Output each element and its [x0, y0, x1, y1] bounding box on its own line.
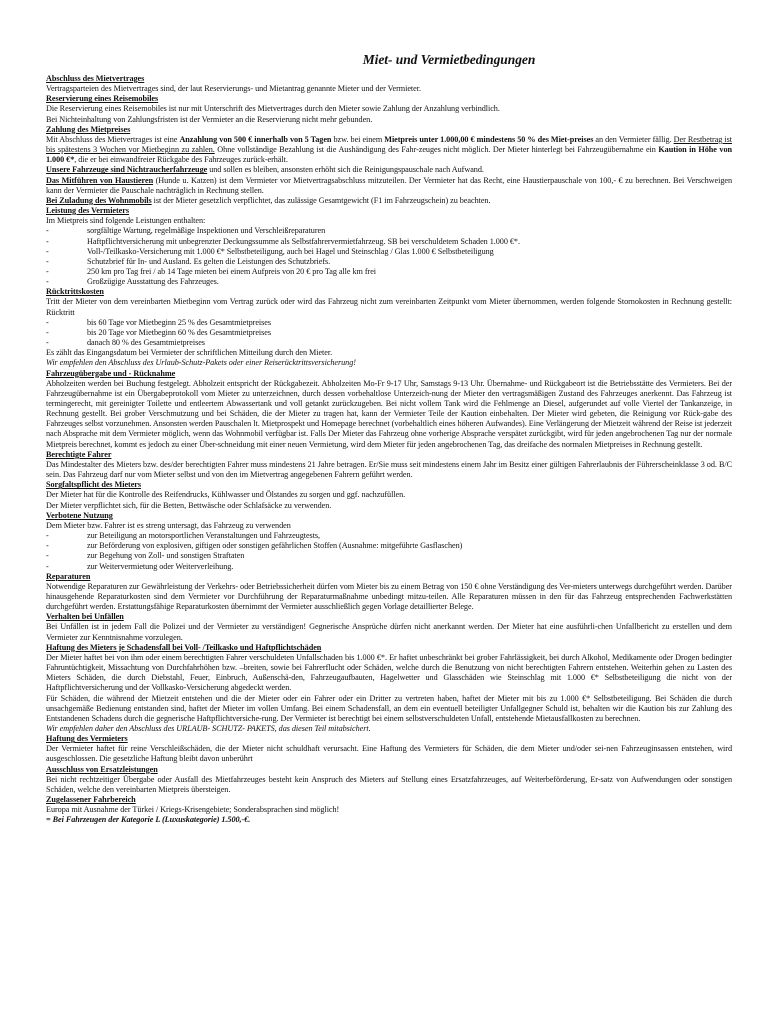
section-text-haftung-vermieter: Der Vermieter haftet für reine Verschleißschäden, die der Mieter nicht schuldhaft verursacht. Eine Haftung des Vermieters für Schäden, die dem Mieter und/oder sei-nen Fahrzeuginsassen entstehen, wird ausgeschlossen. Die gesetzliche Haftung bleibt davon unberührt	[46, 744, 732, 764]
dash-bullet: -	[46, 338, 49, 348]
list-item-text: 250 km pro Tag frei / ab 14 Tage mieten bei einem Aufpreis von 20 € pro Tag alle km frei	[87, 266, 377, 276]
terms-document	[46, 52, 732, 826]
list-item	[46, 226, 732, 236]
list-item	[46, 541, 732, 551]
list-item	[46, 257, 732, 267]
section-heading-fahrbereich: Zugelassener Fahrbereich	[46, 795, 136, 805]
zahlung-kaution: Kaution in Höhe von 1.000 €*	[46, 145, 733, 165]
list-item-text: Voll-/Teilkasko-Versicherung mit 1.000 €* Selbstbeteiligung, auch bei Hagel und Steinschlag / Glas 1.000 € Selbstbeteiligung	[87, 246, 494, 256]
section-text-fahrbereich: Europa mit Ausnahme der Türkei / Kriegs-Krisengebiete; Sonderabsprachen sind möglich!	[46, 805, 340, 815]
section-text-sorgfalt-2: Der Mieter verpflichtet sich, für die Betten, Bettwäsche oder Schlafsäcke zu verwenden.	[46, 500, 332, 510]
section-note-ruecktritt: Wir empfehlen den Abschluss des Urlaub-Schutz-Pakets oder einer Reiserücktrittsversicherung!	[46, 358, 356, 368]
section-zuladung	[46, 196, 732, 206]
list-item-text: bis 20 Tage vor Mietbeginn 60 % des Gesamtmietpreises	[87, 327, 271, 337]
zahlung-text-5: an den Vermieter fällig.	[593, 134, 674, 144]
list-item	[46, 551, 732, 561]
list-item	[46, 237, 732, 247]
dash-bullet: -	[46, 266, 49, 276]
section-heading-fahrer: Berechtigte Fahrer	[46, 449, 112, 459]
section-text-reservierung-2: Bei Nichteinhaltung von Zahlungsfristen ist der Vermieter an die Reservierung nicht mehr gebunden.	[46, 114, 373, 124]
section-heading-ruecktritt: Rücktrittskosten	[46, 287, 104, 297]
section-text-uebergabe: Abholzeiten werden bei Buchung festgelegt. Abholzeit entspricht der Rückgabezeit. Abholzeiten Mo-Fr 9-17 Uhr, Samstags 9-13 Uhr. Übernahme- und Rückgabeort ist die Betriebsstätte des Vermieters. Bei der Fahrzeugübernahme ist ein Übergabeprotokoll vom Mieter zu unterzeichnen, durch dessen vorbehaltlose Unterzeich-nung der Mieter den vertragsmäßigen Zustand des Fahrzeuges anerkennt. Das Fahrzeug ist termingerecht, mit gereinigter Toilette und entleertem Abwassertank und voll getankt zurückzugeben. Bei nicht vollem Tank wird die Fehlmenge an Diesel, aufgerundet auf volle Viertel der Tankanzeige, in Rechnung gestellt. Bei grober Verschmutzung und bei Schäden, die der Mieter zu tragen hat, kann der Vermieter Teile der Kaution einbehalten. Der Mieter wird gebeten, die Reinigung vor Rück-gabe des Fahrzeuges selbst vorzunehmen. Ansonsten werden Pauschalen lt. Mietprospekt und Homepage berechnet (vorbehaltlich eines höheren Aufwandes). Eine Verlängerung der Mietzeit während der Reise ist jederzeit nach Absprache mit dem Vermieter möglich, wenn das Wohnmobil verfügbar ist. Falls Der Mieter das Fahrzeug ohne vorherige Absprache verspätet zurückgibt, wird für jeden angebrochenen Tag nur der normale Mietpreis berechnet, kommt es jedoch zu einer Über-schneidung mit einer neuen Vermietung, wird dem Mieter für jeden angebrochenen Tag, das dreifache des normalen Mietpreises in Rechnung gestellt.	[46, 378, 732, 449]
section-text-zuladung: ist der Mieter gesetzlich verpflichtet, das zulässige Gesamtgewicht (F1 im Fahrzeugschein) zu beachten.	[151, 195, 491, 205]
dash-bullet: -	[46, 551, 49, 561]
section-text-ruecktritt-after: Es zählt das Eingangsdatum bei Vermieter der schriftlichen Mitteilung durch den Mieter.	[46, 348, 333, 358]
section-haustiere	[46, 176, 732, 196]
dash-bullet: -	[46, 561, 49, 571]
zahlung-restbetrag: Der Restbetrag ist bis spätestens 3 Wochen vor Mietbeginn zu zahlen.	[46, 134, 732, 155]
dash-bullet: -	[46, 541, 49, 551]
list-item	[46, 267, 732, 277]
list-item-text: zur Begehung von Zoll- und sonstigen Straftaten	[87, 551, 245, 561]
section-text-leistung-intro: Im Mietpreis sind folgende Leistungen enthalten:	[46, 216, 206, 226]
section-heading-reparaturen: Reparaturen	[46, 571, 91, 581]
section-text-reparaturen: Notwendige Reparaturen zur Gewährleistung der Verkehrs- oder Betriebssicherheit dürfen vom Mieter bis zu einem Betrag von 150 € ohne Verständigung des Ver-mieters unterwegs durchgeführt werden. Darüber hinausgehende Reparaturkosten sind dem Vermieter vor Durchführung der Reparaturmaßnahme unbedingt mitzu-teilen. Alle Reparaturen müssen in den für das Fahrzeug entsprechenden Fachwerkstätten durchgeführt werden. Erstattungsfähige Reparaturkosten übernimmt der Vermieter ausschließlich gegen Vorlage detaillierter Belege.	[46, 581, 732, 612]
list-item	[46, 247, 732, 257]
section-text-ausschluss: Bei nicht rechtzeitiger Übergabe oder Ausfall des Mietfahrzeuges besteht kein Anspruch des Mieters auf Stellung eines Ersatzfahrzeuges, auf Weiterbeförderung, Er-satz von Aufwendungen oder sonstigen Schäden, welche den vereinbarten Mietpreis übersteigen.	[46, 774, 732, 794]
list-item-text: Haftpflichtversicherung mit unbegrenzter Deckungssumme als Selbstfahrervermietfahrzeug. SB bei verschuldetem Schaden 1.000 €*.	[87, 236, 520, 246]
dash-bullet: -	[46, 317, 49, 327]
list-item-text: Schutzbrief für In- und Ausland. Es gelten die Leistungen des Schutzbriefs.	[87, 256, 331, 266]
list-item-text: danach 80 % des Gesamtmietpreises	[87, 338, 205, 348]
section-heading-haustiere: Das Mitführen von Haustieren	[46, 175, 154, 185]
section-text-nichtraucher: und sollen es bleiben, ansonsten erhöht sich die Reinigungspauschale nach Aufwand.	[207, 165, 484, 175]
list-item-text: zur Beteiligung an motorsportlichen Veranstaltungen und Fahrzeugtests,	[87, 531, 321, 541]
dash-bullet: -	[46, 246, 49, 256]
dash-bullet: -	[46, 226, 49, 236]
footnote-luxuskategorie: = Bei Fahrzeugen der Kategorie L (Luxuskategorie) 1.500,-€.	[46, 815, 251, 825]
list-item	[46, 338, 732, 348]
section-text-zahlung	[46, 135, 732, 165]
dash-bullet: -	[46, 277, 49, 287]
list-item	[46, 328, 732, 338]
section-heading-uebergabe: Fahrzeugübergabe und - Rücknahme	[46, 368, 176, 378]
section-heading-unfaelle: Verhalten bei Unfällen	[46, 612, 124, 622]
section-heading-abschluss: Abschluss des Mietvertrages	[46, 74, 145, 83]
zahlung-anzahlung: Anzahlung von 500 € innerhalb von 5 Tagen	[179, 134, 332, 144]
section-text-sorgfalt-1: Der Mieter hat für die Kontrolle des Reifendrucks, Kühlwasser und Ölstandes zu sorgen und ggf. nachzufüllen.	[46, 490, 406, 500]
section-text-haftung-mieter-1: Der Mieter haftet bei von ihm oder einem berechtigten Fahrer verschuldeten Unfallschaden bis 1.000 €*. Er haftet unbeschränkt bei grober Fahrlässigkeit, bei durch Alkohol, Medikamente oder Drogen bedingter Fahruntüchtigkeit, Missachtung von Durchfahrhöhen bzw. –breiten, sowie bei Fahrerflucht oder Schäden, welche durch die Benutzung von nicht berechtigten Fahrern entstehen. Weiterhin gehen zu Lasten des Mieters Schäden, die durch Diebstahl, Feuer, Einbruch, Außenschä-den, Fahrzeugaufbauten, Hagelwetter und Glasschäden wie Steinschlag mit 1.000 €* Selbstbeteiligung die nicht von der Haftpflichtversicherung und der Vollkasko-Versicherung abgedeckt werden.	[46, 652, 732, 693]
list-item-text: sorgfältige Wartung, regelmäßige Inspektionen und Verschleißreparaturen	[87, 226, 326, 236]
section-heading-ausschluss: Ausschluss von Ersatzleistungen	[46, 764, 158, 774]
list-item-text: zur Weitervermietung oder Weiterverleihung.	[87, 561, 234, 571]
section-note-haftung-mieter: Wir empfehlen daher den Abschluss des URLAUB- SCHUTZ- PAKETS, das diesen Teil mitabsichert.	[46, 724, 371, 733]
section-text-unfaelle: Bei Unfällen ist in jedem Fall die Polizei und der Vermieter zu verständigen! Gegnerische Ansprüche dürfen nicht anerkannt werden. Der Mieter hat eine ausführli-chen Unfallbericht zu erstellen und dem Vermieter zur Kenntnisnahme vorzulegen.	[46, 622, 732, 642]
section-text-reservierung-1: Die Reservierung eines Reisemobiles ist nur mit Unterschrift des Mietvertrages durch den Mieter sowie Zahlung der Anzahlung verbindlich.	[46, 104, 500, 114]
list-item-text: bis 60 Tage vor Mietbeginn 25 % des Gesamtmietpreises	[87, 317, 271, 327]
section-text-haustiere: (Hunde u. Katzen) ist dem Vermieter vor Mietvertragsabschluss mitzuteilen. Der Vermieter hat das Recht, eine Haustierpauschale von 100,- € zu berechnen. Bei Verschweigen kann der Vermieter die Pauschale nachträglich in Rechnung stellen.	[46, 175, 732, 195]
document-title: Miet- und Vermietbedingungen	[362, 52, 536, 67]
section-text-fahrer: Das Mindestalter des Mieters bzw. des/der berechtigten Fahrer muss mindestens 21 Jahre betragen. Er/Sie muss seit mindestens einem Jahr im Besitz einer gültigen Fahrerlaubnis der Führerscheinklasse 3 od. B/C sein. Das Fahrzeug darf nur vom Mieter selbst und von den im Mietvertrag angegebenen Fahrern geführt werden.	[46, 459, 732, 480]
list-item	[46, 318, 732, 328]
section-nichtraucher	[46, 165, 732, 175]
section-heading-sorgfalt: Sorgfaltspflicht des Mieters	[46, 480, 142, 490]
dash-bullet: -	[46, 531, 49, 541]
list-item-text: Großzügige Ausstattung des Fahrzeuges.	[87, 277, 219, 287]
zahlung-text-3: bzw. bei einem	[331, 134, 385, 144]
section-heading-nichtraucher: Unsere Fahrzeuge sind Nichtraucherfahrzeuge	[46, 165, 208, 175]
section-text-haftung-mieter-2: Für Schäden, die während der Mietzeit entstehen und die der Mieter oder ein Fahrer oder ein Dritter zu vertreten haben, haftet der Mieter mit bis zu 1.000 €* Selbstbeteiligung. Bei Schäden die durch unsachgemäße Bedienung entstanden sind, haftet der Mieter im vollen Umfang. Bei einem Schadensfall, an dem ein eventuell beteiligter Unfallgegner Schuld ist, behalten wir die Kaution bis zur Zahlung des Entstandenen Schadens durch die gegnerische Haftpflichtversiche-rung. Der Vermieter ist berechtigt bei einem selbstverschuldeten Unfall, entstehende Mietausfallkosten zu berechnen.	[46, 693, 732, 723]
zahlung-text-1: Mit Abschluss des Mietvertrages ist eine	[46, 134, 180, 144]
list-item	[46, 531, 732, 541]
dash-bullet: -	[46, 236, 49, 246]
section-heading-zahlung: Zahlung des Mietpreises	[46, 124, 131, 134]
section-heading-verboten: Verbotene Nutzung	[46, 510, 113, 520]
section-text-abschluss: Vertragsparteien des Mietvertrages sind, der laut Reservierungs- und Mietantrag genannte Mieter und der Vermieter.	[46, 84, 421, 94]
section-heading-zuladung: Bei Zuladung des Wohnmobils	[46, 195, 152, 205]
zahlung-mietpreis: Mietpreis unter 1.000,00 € mindestens 50 % des Miet-preises	[384, 134, 594, 144]
zahlung-text-7: Ohne vollständige Bezahlung ist die Aushändigung des Fahr-zeuges nicht möglich. Der Mieter hinterlegt bei Fahrzeugübernahme ein	[214, 145, 659, 155]
zahlung-text-9: , die er bei einwandfreier Rückgabe des Fahrzeuges zurück-erhält.	[74, 155, 288, 165]
list-item-text: zur Beförderung von explosiven, giftigen oder sonstigen gefährlichen Stoffen (Ausnahme: mitgeführte Gasflaschen)	[87, 541, 463, 551]
section-heading-haftung-vermieter: Haftung des Vermieters	[46, 734, 128, 744]
dash-bullet: -	[46, 327, 49, 337]
section-text-ruecktritt-intro: Tritt der Mieter von dem vereinbarten Mietbeginn vom Vertrag zurück oder wird das Fahrzeug nicht zum vereinbarten Zeitpunkt vom Mieter übernommen, werden folgende Stornokosten in Rechnung gestellt: Rücktritt	[46, 297, 732, 317]
list-item	[46, 562, 732, 572]
section-heading-reservierung: Reservierung eines Reisemobiles	[46, 94, 159, 104]
section-text-verboten-intro: Dem Mieter bzw. Fahrer ist es streng untersagt, das Fahrzeug zu verwenden	[46, 520, 291, 530]
section-heading-leistung: Leistung des Vermieters	[46, 206, 129, 216]
section-heading-haftung-mieter: Haftung des Mieters je Schadensfall bei Voll- /Teilkasko und Haftpflichtschäden	[46, 642, 322, 652]
dash-bullet: -	[46, 256, 49, 266]
list-item	[46, 277, 732, 287]
